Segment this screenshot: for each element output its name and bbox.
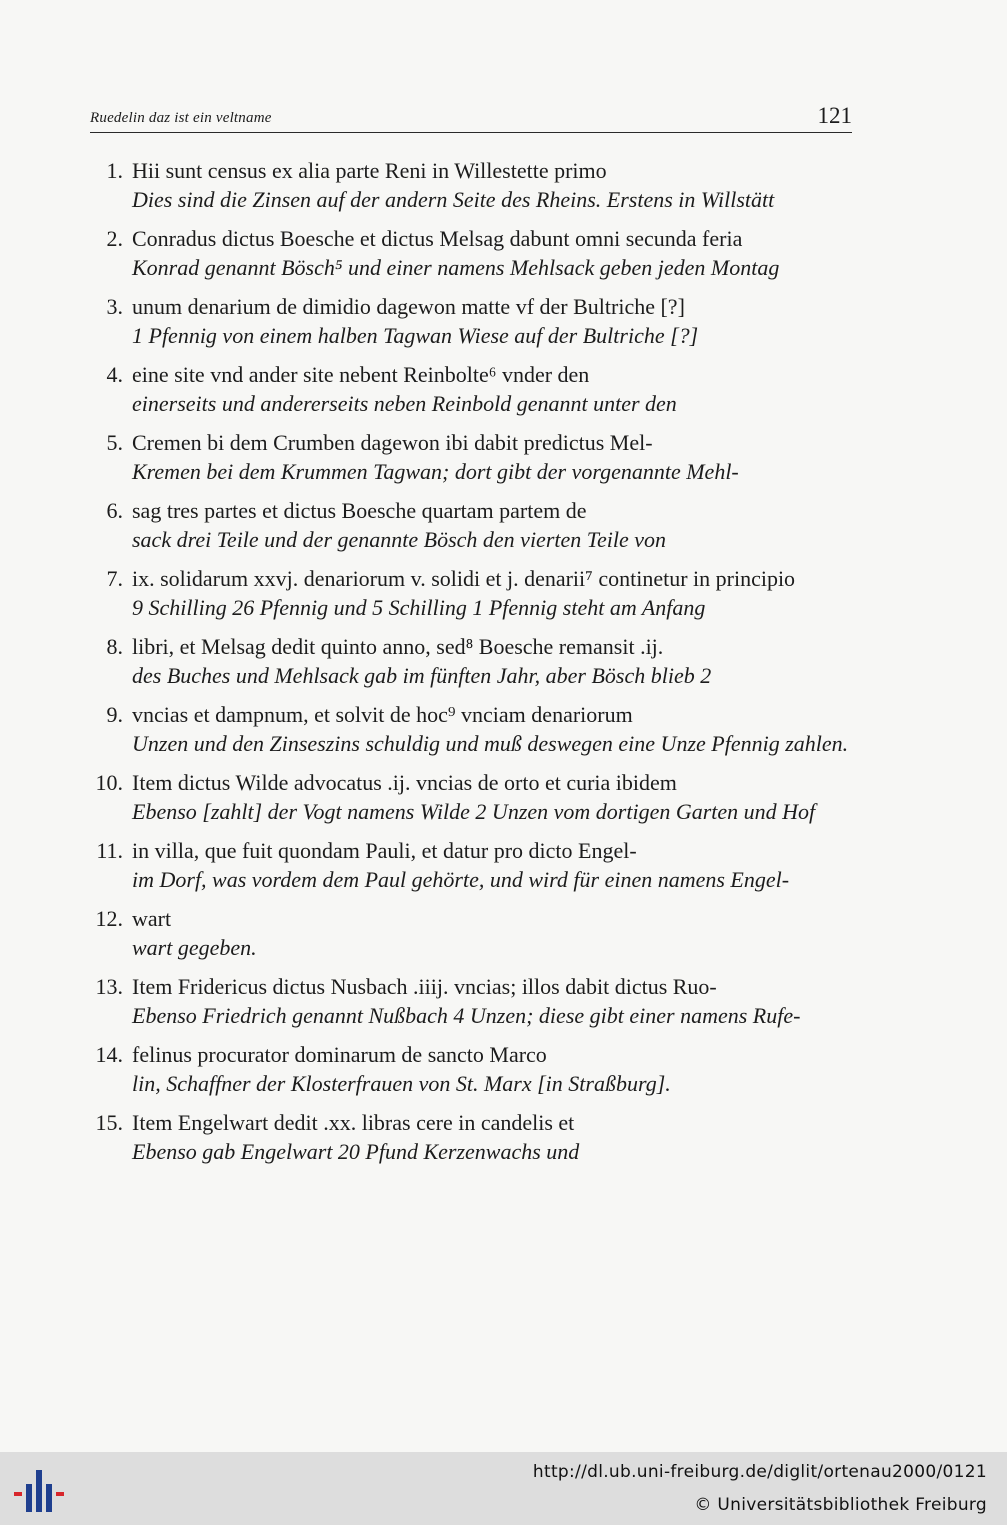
german-translation: des Buches und Mehlsack gab im fünften Jahr, aber Bösch blieb 2 (132, 662, 712, 688)
entry-number: 8. (106, 634, 123, 659)
entry-number: 7. (106, 566, 123, 591)
running-head: Ruedelin daz ist ein veltname (90, 110, 272, 126)
entry-number: 6. (106, 498, 123, 523)
german-translation: Unzen und den Zinseszins schuldig und muß deswegen eine Unze Pfennig zahlen. (132, 730, 849, 756)
latin-line: unum denarium de dimidio dagewon matte vf der Bultriche [?] (132, 294, 685, 319)
latin-line: felinus procurator dominarum de sancto Marco (132, 1042, 547, 1067)
list-item (90, 157, 858, 214)
german-translation: Ebenso [zahlt] der Vogt namens Wilde 2 Unzen vom dortigen Garten und Hof (132, 798, 816, 824)
latin-line: in villa, que fuit quondam Pauli, et datur pro dicto Engel- (132, 838, 637, 863)
copyright-notice: © Universitätsbibliothek Freiburg (694, 1495, 987, 1515)
entry-number: 9. (106, 702, 123, 727)
german-translation: wart gegeben. (132, 934, 257, 960)
latin-line: ix. solidarum xxvj. denariorum v. solidi et j. denarii⁷ continetur in principio (132, 566, 796, 591)
entry-number: 14. (95, 1042, 123, 1067)
list-item (90, 293, 858, 350)
latin-line: Item Engelwart dedit .xx. libras cere in candelis et (132, 1110, 575, 1135)
entry-number: 2. (106, 226, 123, 251)
list-item (90, 565, 858, 622)
latin-line: Item Fridericus dictus Nusbach .iiij. vncias; illos dabit dictus Ruo- (132, 974, 717, 999)
german-translation: einerseits und andererseits neben Reinbold genannt unter den (132, 390, 677, 416)
german-translation: Kremen bei dem Krummen Tagwan; dort gibt der vorgenannte Mehl- (132, 458, 739, 484)
list-item (90, 837, 858, 894)
entry-number: 10. (95, 770, 123, 795)
list-item (90, 225, 858, 282)
german-translation: sack drei Teile und der genannte Bösch den vierten Teile von (132, 526, 666, 552)
latin-line: eine site vnd ander site nebent Reinbolte⁶ vnder den (132, 362, 590, 387)
latin-line: Cremen bi dem Crumben dagewon ibi dabit predictus Mel- (132, 430, 653, 455)
list-item (90, 769, 858, 826)
entry-list (90, 157, 858, 1177)
list-item (90, 1041, 858, 1098)
german-translation: 9 Schilling 26 Pfennig und 5 Schilling 1 Pfennig steht am Anfang (132, 594, 706, 620)
latin-line: vncias et dampnum, et solvit de hoc⁹ vnciam denariorum (132, 702, 633, 727)
list-item (90, 361, 858, 418)
list-item (90, 905, 858, 962)
german-translation: Ebenso gab Engelwart 20 Pfund Kerzenwachs und (132, 1138, 580, 1164)
latin-line: Conradus dictus Boesche et dictus Melsag dabunt omni secunda feria (132, 226, 743, 251)
footer-bar (0, 1452, 1007, 1525)
latin-line: Item dictus Wilde advocatus .ij. vncias de orto et curia ibidem (132, 770, 677, 795)
page-number: 121 (817, 103, 852, 128)
entry-number: 5. (106, 430, 123, 455)
entry-number: 12. (95, 906, 123, 931)
list-item (90, 973, 858, 1030)
latin-line: wart (132, 906, 172, 931)
german-translation: lin, Schaffner der Klosterfrauen von St. Marx [in Straßburg]. (132, 1070, 671, 1096)
page-header (90, 100, 852, 133)
latin-line: Hii sunt census ex alia parte Reni in Willestette primo (132, 158, 607, 183)
entry-number: 11. (96, 838, 123, 863)
german-translation: Dies sind die Zinsen auf der andern Seite des Rheins. Erstens in Willstätt (132, 186, 775, 212)
entry-number: 15. (95, 1110, 123, 1135)
list-item (90, 429, 858, 486)
list-item (90, 497, 858, 554)
list-item (90, 633, 858, 690)
german-translation: Ebenso Friedrich genannt Nußbach 4 Unzen; diese gibt einer namens Rufe- (132, 1002, 801, 1028)
entry-number: 4. (106, 362, 123, 387)
german-translation: im Dorf, was vordem dem Paul gehörte, und wird für einen namens Engel- (132, 866, 790, 892)
list-item (90, 1109, 858, 1166)
latin-line: libri, et Melsag dedit quinto anno, sed⁸ Boesche remansit .ij. (132, 634, 664, 659)
source-url-link[interactable]: http://dl.ub.uni-freiburg.de/diglit/ortenau2000/0121 (532, 1462, 987, 1482)
ub-freiburg-logo-icon[interactable] (14, 1466, 64, 1512)
entry-number: 1. (106, 158, 123, 183)
entry-number: 13. (95, 974, 123, 999)
german-translation: 1 Pfennig von einem halben Tagwan Wiese auf der Bultriche [?] (132, 322, 699, 348)
latin-line: sag tres partes et dictus Boesche quartam partem de (132, 498, 587, 523)
list-item (90, 701, 858, 758)
german-translation: Konrad genannt Bösch⁵ und einer namens Mehlsack geben jeden Montag (132, 254, 780, 280)
entry-number: 3. (106, 294, 123, 319)
